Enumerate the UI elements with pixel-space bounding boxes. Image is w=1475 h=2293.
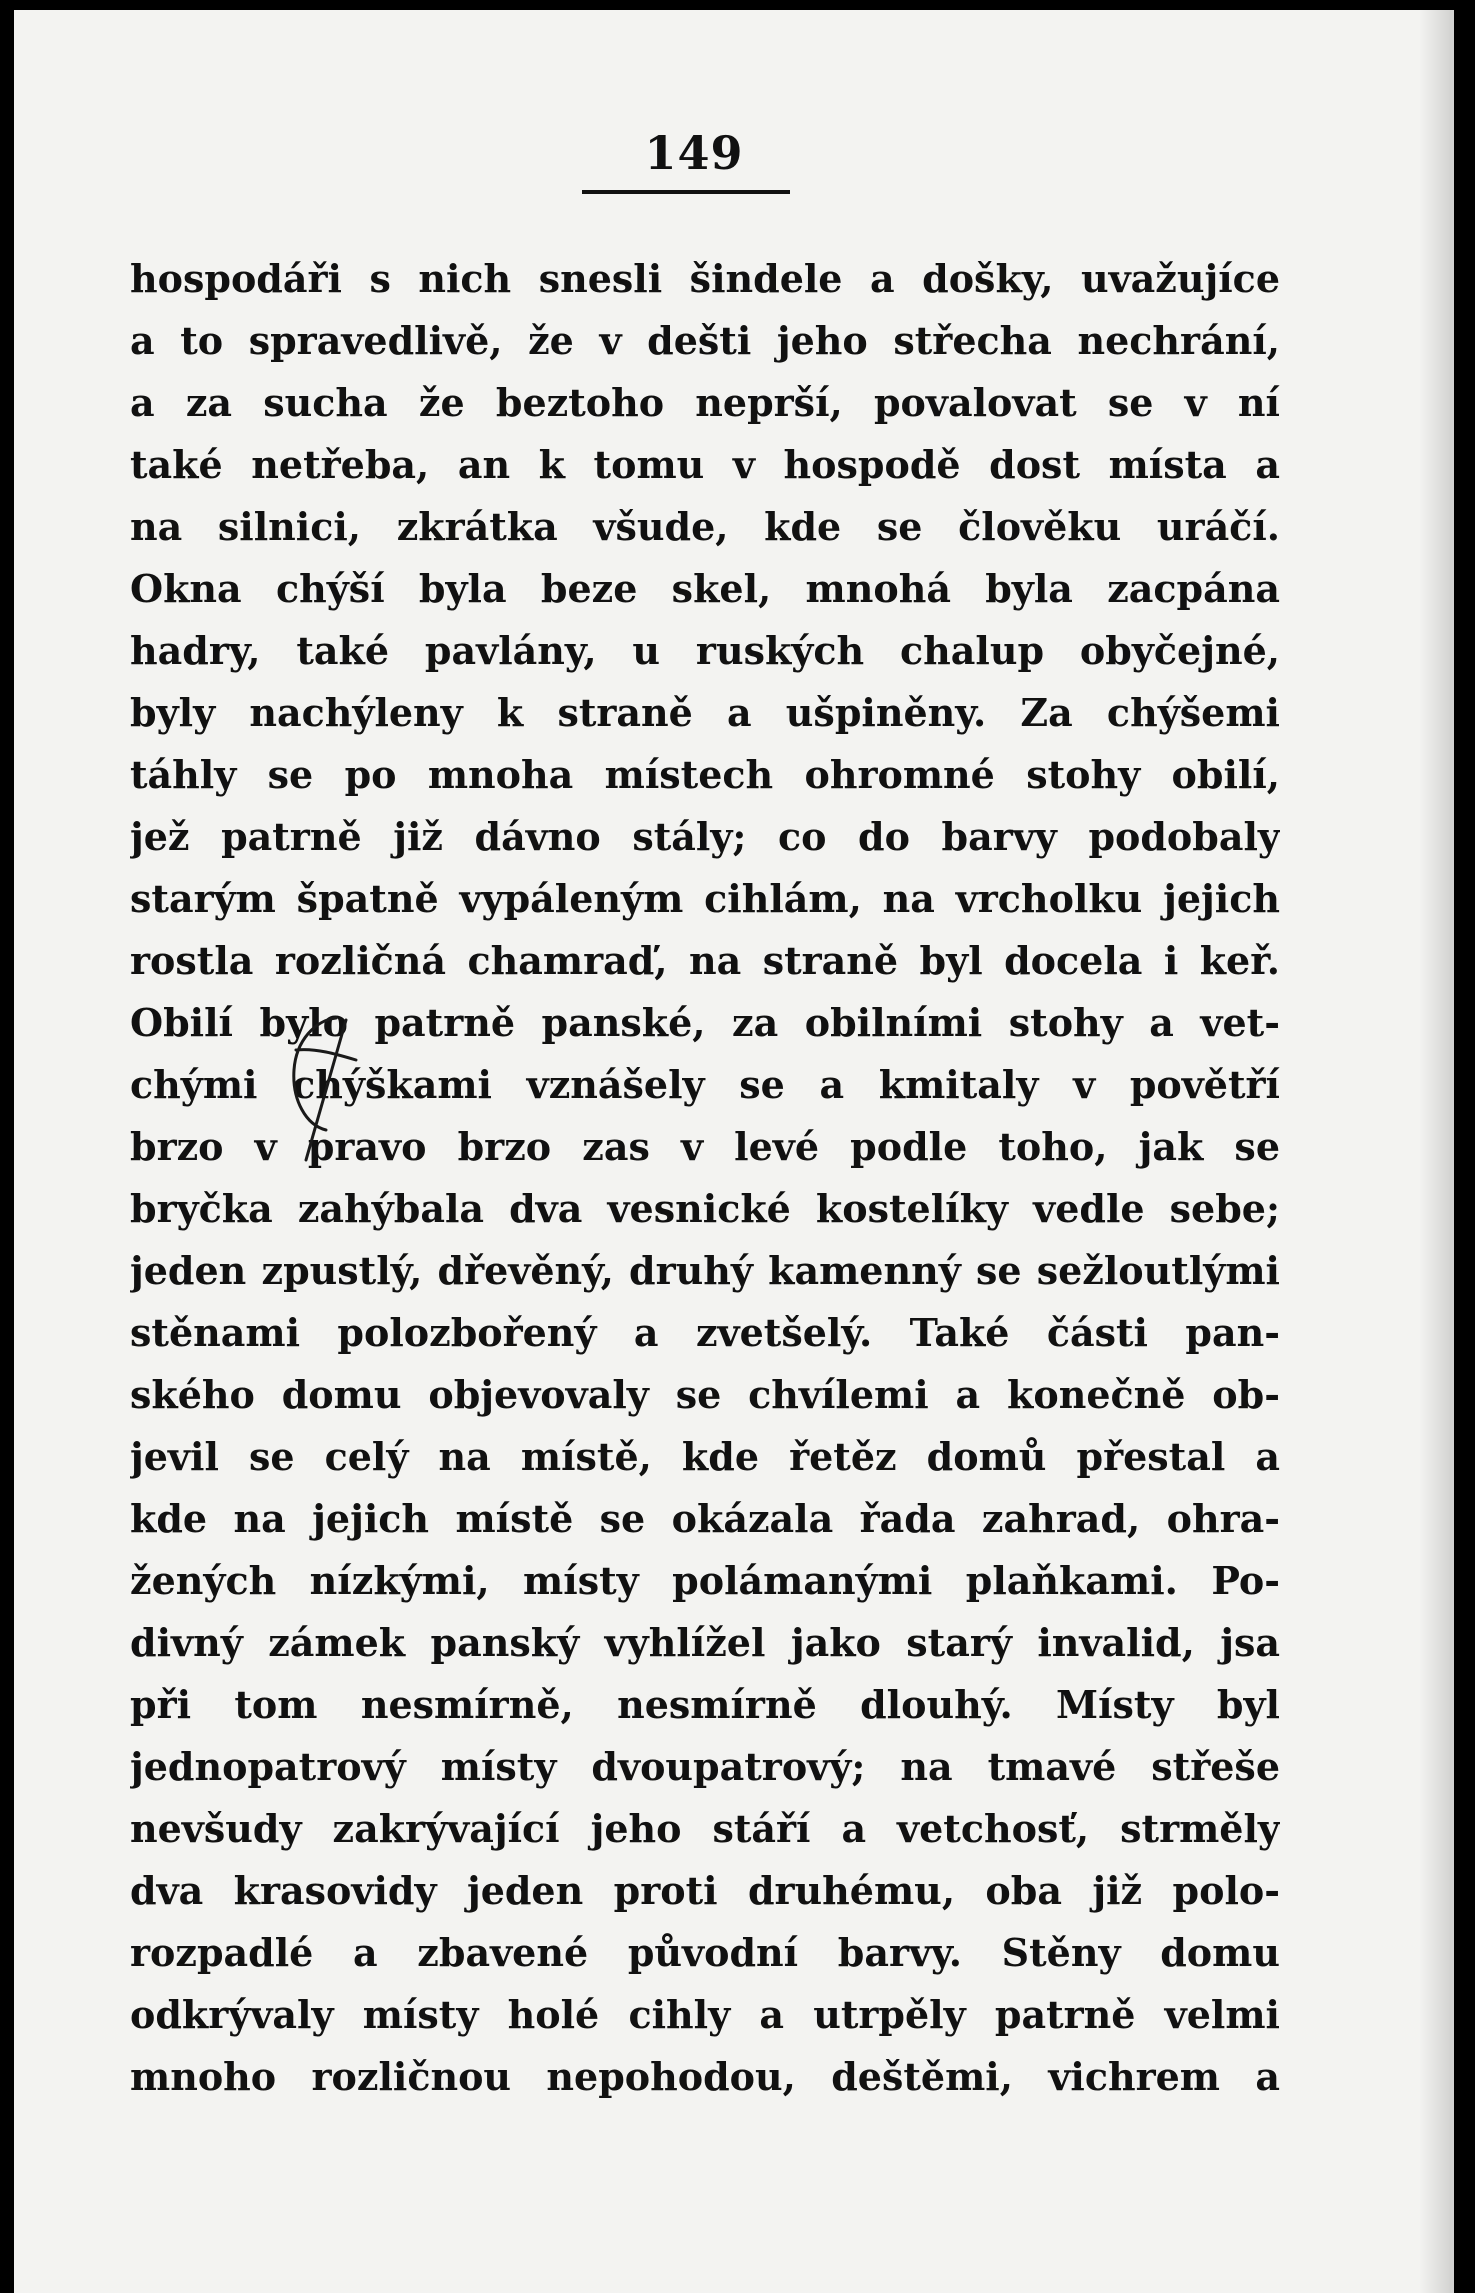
body-text (130, 248, 1280, 2108)
text-line: chými chýškami vznášely se a kmitaly v povětří (130, 1062, 1280, 1107)
book-page (14, 10, 1454, 2293)
page-number-rule (582, 190, 790, 194)
text-line: hospodáři s nich snesli šindele a došky, uvažujíce (130, 256, 1280, 301)
text-line: rozpadlé a zbavené původní barvy. Stěny domu (130, 1930, 1280, 1975)
text-line: kde na jejich místě se okázala řada zahrad, ohra- (130, 1496, 1280, 1541)
text-line: odkrývaly místy holé cihly a utrpěly patrně velmi (130, 1992, 1280, 2037)
text-line: stěnami polozbořený a zvetšelý. Také části pan- (130, 1310, 1280, 1355)
text-line: ského domu objevovaly se chvílemi a konečně ob- (130, 1372, 1280, 1417)
text-line: jevil se celý na místě, kde řetěz domů přestal a (130, 1434, 1280, 1479)
text-line: divný zámek panský vyhlížel jako starý invalid, jsa (130, 1620, 1280, 1665)
text-line: jež patrně již dávno stály; co do barvy podobaly (130, 814, 1280, 859)
text-line: při tom nesmírně, nesmírně dlouhý. Místy byl (130, 1682, 1280, 1727)
text-line: jednopatrový místy dvoupatrový; na tmavé střeše (130, 1744, 1280, 1789)
text-line: starým špatně vypáleným cihlám, na vrcholku jejich (130, 876, 1280, 921)
text-line: brzo v pravo brzo zas v levé podle toho, jak se (130, 1124, 1280, 1169)
text-line: dva krasovidy jeden proti druhému, oba již polo- (130, 1868, 1280, 1913)
text-line: Obilí bylo patrně panské, za obilními stohy a vet- (130, 1000, 1280, 1045)
text-line: také netřeba, an k tomu v hospodě dost místa a (130, 442, 1280, 487)
text-line: hadry, také pavlány, u ruských chalup obyčejné, (130, 628, 1280, 673)
page-edge-shadow (1419, 10, 1449, 2293)
text-line: Okna chýší byla beze skel, mnohá byla zacpána (130, 566, 1280, 611)
text-line: rostla rozličná chamraď, na straně byl docela i keř. (130, 938, 1280, 983)
text-line: a to spravedlivě, že v dešti jeho střecha nechrání, (130, 318, 1280, 363)
text-line: jeden zpustlý, dřevěný, druhý kamenný se sežloutlými (130, 1248, 1280, 1293)
text-line: a za sucha že beztoho neprší, povalovat se v ní (130, 380, 1280, 425)
page-number: 149 (644, 126, 744, 180)
pencil-mark (276, 1010, 366, 1170)
text-line: mnoho rozličnou nepohodou, deštěmi, vichrem a (130, 2054, 1280, 2099)
text-line: byly nachýleny k straně a ušpiněny. Za chýšemi (130, 690, 1280, 735)
text-line: táhly se po mnoha místech ohromné stohy obilí, (130, 752, 1280, 797)
text-line: bryčka zahýbala dva vesnické kostelíky vedle sebe; (130, 1186, 1280, 1231)
text-line: na silnici, zkrátka všude, kde se člověku uráčí. (130, 504, 1280, 549)
text-line: žených nízkými, místy polámanými plaňkami. Po- (130, 1558, 1280, 1603)
text-line: nevšudy zakrývající jeho stáří a vetchosť, strměly (130, 1806, 1280, 1851)
